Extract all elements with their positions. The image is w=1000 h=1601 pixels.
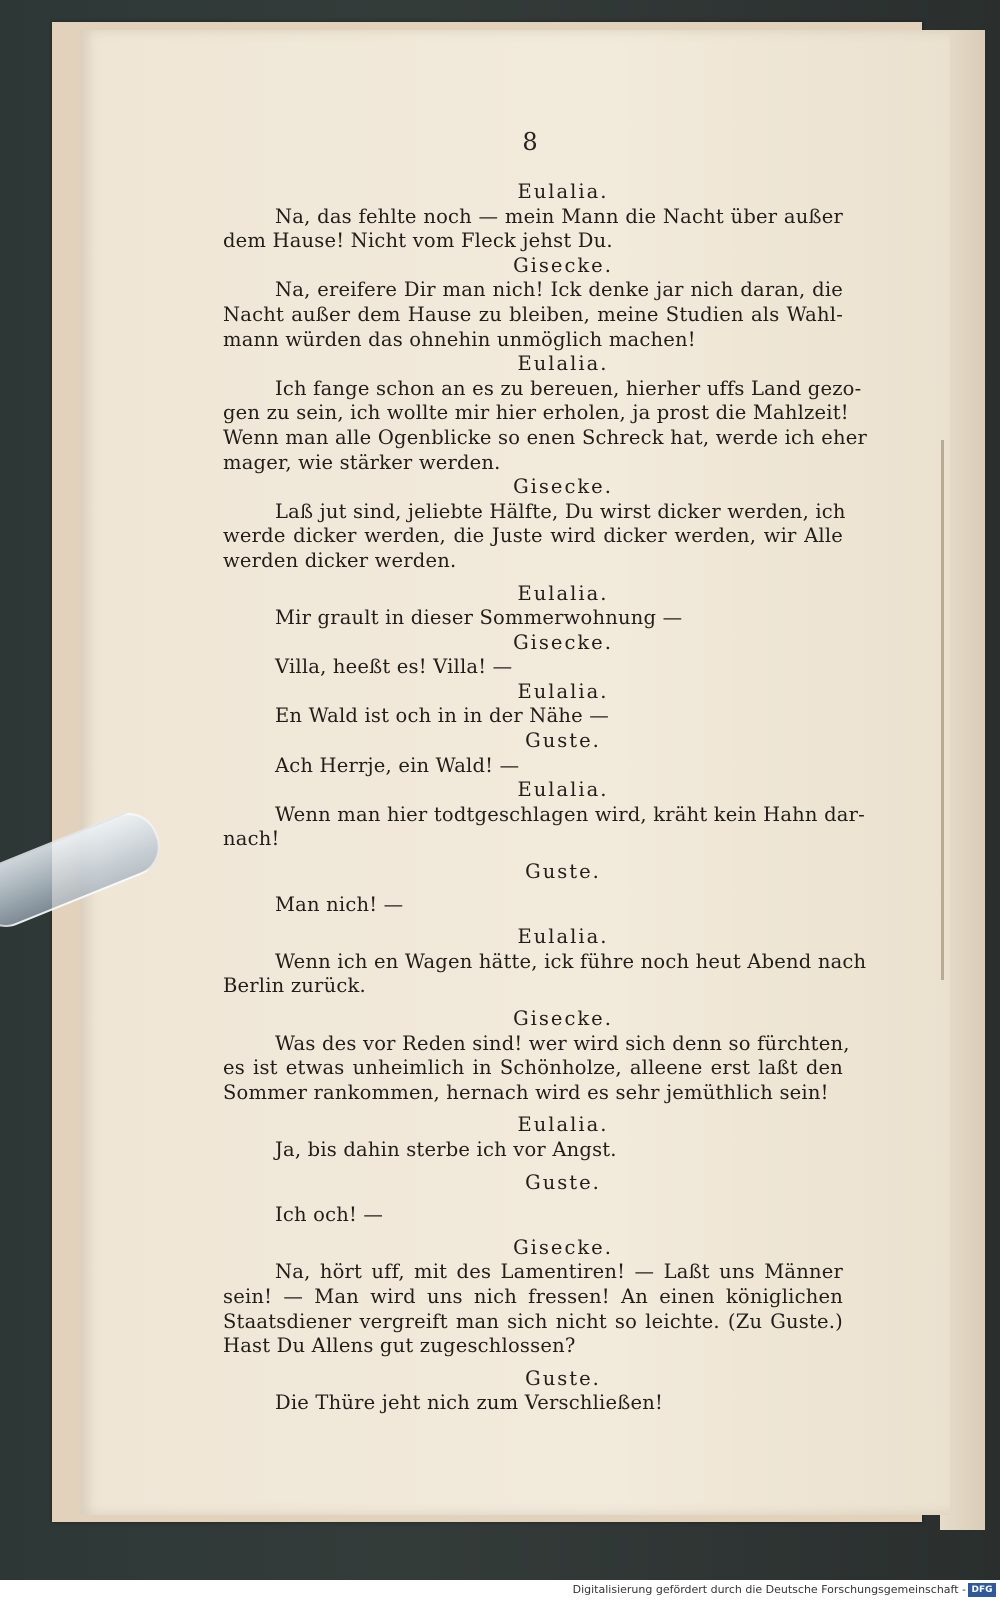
text-line: Man nich! — [275, 892, 404, 916]
speaker-name: Guste. [525, 1170, 601, 1194]
text-line: Wenn man hier todtgeschlagen wird, kräht kein Hahn dar- [275, 802, 865, 826]
speaker-name: Guste. [525, 729, 601, 753]
funding-credit: Digitalisierung gefördert durch die Deutsche Forschungsgemeinschaft - [572, 1583, 966, 1596]
text-line: Nacht außer dem Hause zu bleiben, meine Studien als Wahl- [223, 302, 843, 326]
text-line: Sommer rankommen, hernach wird es sehr jemüthlich sein! [223, 1080, 829, 1104]
speaker-name: Gisecke. [513, 475, 613, 499]
text-line: Na, hört uff, mit des Lamentiren! — Laßt uns Männer [275, 1260, 843, 1284]
speaker-name: Guste. [525, 860, 601, 884]
speaker-name: Eulalia. [517, 1113, 609, 1137]
text-line: Hast Du Allens gut zugeschlossen? [223, 1334, 576, 1358]
text-line: Die Thüre jeht nich zum Verschließen! [275, 1391, 663, 1415]
text-line: mager, wie stärker werden. [223, 450, 501, 474]
speaker-name: Guste. [525, 1366, 601, 1390]
text-line: Wenn ich en Wagen hätte, ick führe noch heut Abend nach [275, 949, 867, 973]
text-line: Na, das fehlte noch — mein Mann die Nacht über außer [275, 204, 843, 228]
text-line: Was des vor Reden sind! wer wird sich denn so fürchten, [275, 1031, 850, 1055]
text-line: Villa, heeßt es! Villa! — [275, 655, 513, 679]
dfg-logo: DFG [968, 1583, 996, 1597]
binding-thread [941, 440, 944, 980]
text-line: gen zu sein, ich wollte mir hier erholen, ja prost die Mahlzeit! [223, 401, 849, 425]
page-text [223, 180, 868, 1416]
text-line: mann würden das ohnehin unmöglich machen! [223, 327, 696, 351]
speaker-name: Gisecke. [513, 253, 613, 277]
text-line: sein! — Man wird uns nich fressen! An einen königlichen [223, 1284, 843, 1308]
speaker-name: Eulalia. [517, 352, 609, 376]
speaker-name: Eulalia. [517, 925, 609, 949]
text-line: Laß jut sind, jeliebte Hälfte, Du wirst dicker werden, ich [275, 499, 846, 523]
text-line: Ich fange schon an es zu bereuen, hierher uffs Land gezo- [275, 376, 862, 400]
text-line: En Wald ist och in in der Nähe — [275, 704, 609, 728]
speaker-name: Eulalia. [517, 581, 609, 605]
speaker-name: Eulalia. [517, 679, 609, 703]
text-line: dem Hause! Nicht vom Fleck jehst Du. [223, 229, 613, 253]
footer-bar [0, 1580, 1000, 1601]
text-line: Ja, bis dahin sterbe ich vor Angst. [275, 1137, 617, 1161]
speaker-name: Gisecke. [513, 1007, 613, 1030]
speaker-name: Eulalia. [517, 778, 609, 802]
text-line: es ist etwas unheimlich in Schönholze, alleene erst laßt den [223, 1056, 843, 1080]
text-line: werden dicker werden. [223, 548, 457, 572]
text-line: nach! [223, 827, 280, 851]
text-line: Mir grault in dieser Sommerwohnung — [275, 606, 683, 630]
text-line: Berlin zurück. [223, 974, 366, 998]
speaker-name: Eulalia. [517, 180, 609, 203]
speaker-name: Gisecke. [513, 630, 613, 654]
text-line: Ach Herrje, ein Wald! — [275, 753, 520, 777]
text-line: Wenn man alle Ogenblicke so enen Schreck hat, werde ich eher [223, 425, 868, 449]
text-line: Staatsdiener vergreift man sich nicht so leichte. (Zu Guste.) [223, 1309, 843, 1333]
text-line: Ich och! — [275, 1203, 384, 1227]
text-line: Na, ereifere Dir man nich! Ick denke jar nich daran, die [275, 278, 843, 302]
speaker-name: Gisecke. [513, 1235, 613, 1259]
text-line: werde dicker werden, die Juste wird dicker werden, wir Alle [223, 524, 843, 548]
page-number: 8 [522, 128, 538, 156]
